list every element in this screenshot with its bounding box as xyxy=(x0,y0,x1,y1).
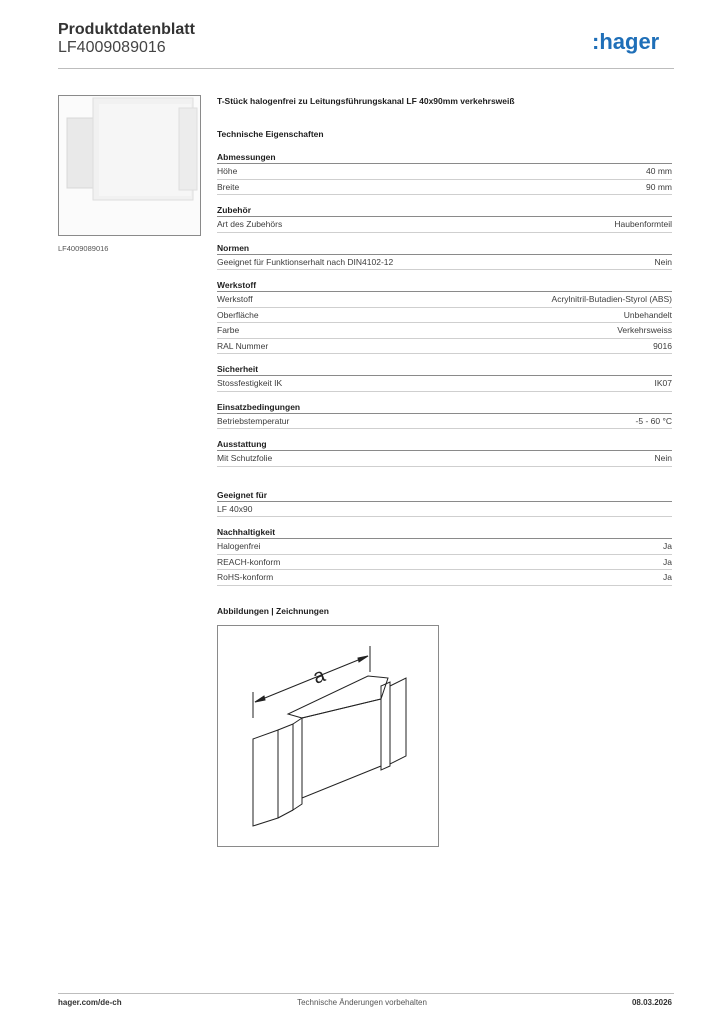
property-value: 40 mm xyxy=(646,166,672,176)
section-nachhaltigkeit xyxy=(217,526,672,586)
product-title: T-Stück halogenfrei zu Leitungsführungskanal LF 40x90mm verkehrsweiß xyxy=(217,96,515,106)
property-row xyxy=(217,255,672,271)
property-row xyxy=(217,323,672,339)
section-title: Einsatzbedingungen xyxy=(217,401,672,414)
footer-website: hager.com/de-ch xyxy=(58,998,122,1007)
property-value: Ja xyxy=(663,556,672,567)
section-title: Ausstattung xyxy=(217,438,672,451)
property-value: Nein xyxy=(654,256,672,267)
property-value: Acrylnitril-Butadien-Styrol (ABS) xyxy=(551,294,672,304)
property-value: 9016 xyxy=(653,340,672,351)
property-value: Verkehrsweiss xyxy=(617,325,672,335)
section-normen xyxy=(217,242,672,271)
property-value: Unbehandelt xyxy=(623,309,672,320)
technical-properties-heading: Technische Eigenschaften xyxy=(217,129,324,139)
property-value: 90 mm xyxy=(646,181,672,192)
property-row xyxy=(217,292,672,308)
property-row xyxy=(217,451,672,467)
product-photo-image xyxy=(59,96,200,235)
property-row xyxy=(217,339,672,355)
property-label: Werkstoff xyxy=(217,294,253,304)
section-title: Normen xyxy=(217,242,672,255)
photo-caption: LF4009089016 xyxy=(58,244,109,253)
section-zubehoer xyxy=(217,204,672,233)
section-sicherheit xyxy=(217,363,672,392)
property-label: RAL Nummer xyxy=(217,340,269,351)
article-code: LF4009089016 xyxy=(58,39,166,56)
property-label: Betriebstemperatur xyxy=(217,415,290,426)
property-row xyxy=(217,217,672,233)
property-label: Stossfestigkeit IK xyxy=(217,378,283,388)
property-label: LF 40x90 xyxy=(217,503,253,514)
property-row xyxy=(217,502,672,518)
section-ausstattung xyxy=(217,438,672,467)
drawings-heading: Abbildungen | Zeichnungen xyxy=(217,605,329,616)
page-title: Produktdatenblatt xyxy=(58,21,195,38)
property-label: Art des Zubehörs xyxy=(217,219,283,229)
property-label: Oberfläche xyxy=(217,309,259,320)
section-werkstoff xyxy=(217,279,672,354)
property-label: REACH-konform xyxy=(217,556,281,567)
datasheet-content xyxy=(217,96,672,847)
property-row xyxy=(217,308,672,324)
property-value: Nein xyxy=(654,453,672,463)
footer-date: 08.03.2026 xyxy=(631,998,672,1007)
property-row xyxy=(217,376,672,392)
property-row xyxy=(217,414,672,430)
property-row xyxy=(217,164,672,180)
section-title: Nachhaltigkeit xyxy=(217,526,672,539)
technical-drawing xyxy=(217,625,439,847)
section-title: Zubehör xyxy=(217,204,672,217)
property-label: RoHS-konform xyxy=(217,572,274,582)
property-row xyxy=(217,180,672,196)
property-label: Geeignet für Funktionserhalt nach DIN4102-12 xyxy=(217,256,394,267)
property-value: Haubenformteil xyxy=(614,219,672,229)
property-value: IK07 xyxy=(654,378,672,388)
product-photo xyxy=(58,95,201,236)
property-row xyxy=(217,555,672,571)
section-einsatzbedingungen xyxy=(217,401,672,430)
section-title: Geeignet für xyxy=(217,489,672,502)
property-value: Ja xyxy=(663,541,672,551)
section-title: Werkstoff xyxy=(217,279,672,292)
property-value: -5 - 60 °C xyxy=(635,415,672,426)
property-value: Ja xyxy=(663,572,672,582)
property-label: Farbe xyxy=(217,325,240,335)
property-label: Breite xyxy=(217,181,240,192)
footer-note: Technische Änderungen vorbehalten xyxy=(297,998,427,1007)
logo-text: :hager xyxy=(592,29,660,54)
property-label: Höhe xyxy=(217,166,238,176)
property-row xyxy=(217,539,672,555)
property-label: Mit Schutzfolie xyxy=(217,453,273,463)
footer-divider xyxy=(58,993,674,994)
property-label: Halogenfrei xyxy=(217,541,261,551)
section-geeignet-fuer xyxy=(217,489,672,518)
t-piece-drawing xyxy=(218,626,438,846)
section-title: Sicherheit xyxy=(217,363,672,376)
hager-logo xyxy=(592,28,674,56)
section-abmessungen xyxy=(217,151,672,195)
header-divider xyxy=(58,68,674,69)
dimension-label-a: a xyxy=(310,663,329,689)
property-row xyxy=(217,570,672,586)
section-title: Abmessungen xyxy=(217,151,672,164)
